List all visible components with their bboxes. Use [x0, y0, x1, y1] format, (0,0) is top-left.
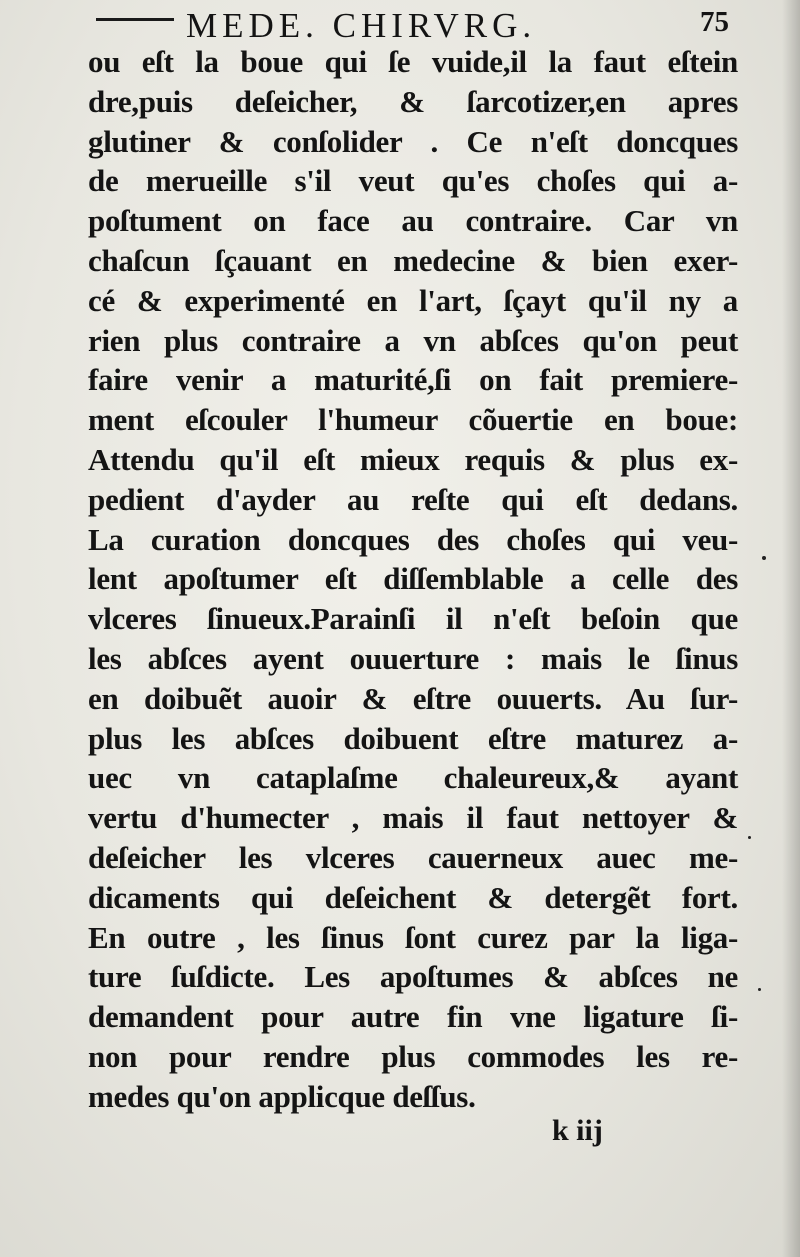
text-line: poſtument on face au contraire. Car vn	[88, 203, 738, 239]
text-line: vlceres ſinueux.Parainſi il n'eſt beſoin que	[88, 601, 738, 637]
text-line: En outre , les ſinus ſont curez par la liga-	[88, 919, 738, 955]
text-line: cé & experimenté en l'art, ſçayt qu'il ny a	[88, 282, 738, 318]
text-line: dicaments qui deſeichent & detergẽt fort.	[88, 879, 738, 915]
text-line: plus les abſces doibuent eſtre maturez a-	[88, 720, 738, 756]
text-line: rien plus contraire a vn abſces qu'on peut	[88, 322, 738, 358]
text-line: les abſces ayent ouuerture : mais le ſinus	[88, 640, 738, 676]
page-edge-shadow	[782, 0, 800, 1257]
text-line: ture ſuſdicte. Les apoſtumes & abſces ne	[88, 959, 738, 995]
page-number: 75	[700, 6, 729, 38]
text-line: deſeicher les vlceres cauerneux auec me-	[88, 839, 738, 875]
text-line: non pour rendre plus commodes les re-	[88, 1038, 738, 1074]
text-line: Attendu qu'il eſt mieux requis & plus ex-	[88, 441, 738, 477]
text-line: faire venir a maturité,ſi on fait premiere-	[88, 362, 738, 398]
text-line: demandent pour autre fin vne ligature ſi-	[88, 999, 738, 1035]
text-line: ment eſcouler l'humeur cõuertie en boue:	[88, 402, 738, 438]
text-line: lent apoſtumer eſt diſſemblable a celle des	[88, 561, 738, 597]
signature-mark: k iij	[552, 1114, 603, 1147]
body-text	[88, 42, 738, 1117]
ink-speck	[762, 556, 766, 560]
text-line: glutiner & conſolider . Ce n'eſt doncques	[88, 123, 738, 159]
text-line: chaſcun ſçauant en medecine & bien exer-	[88, 242, 738, 278]
text-line: La curation doncques des choſes qui veu-	[88, 521, 738, 557]
text-line: de merueille s'il veut qu'es choſes qui a-	[88, 163, 738, 199]
ink-speck	[758, 988, 761, 991]
header-rule	[96, 18, 174, 21]
text-line: en doibuẽt auoir & eſtre ouuerts. Au ſur-	[88, 680, 738, 716]
running-title: MEDE. CHIRVRG.	[186, 6, 537, 45]
text-line: vertu d'humecter , mais il faut nettoyer &	[88, 800, 738, 836]
ink-speck	[748, 836, 751, 839]
text-line: pedient d'ayder au reſte qui eſt dedans.	[88, 481, 738, 517]
text-line: ou eſt la boue qui ſe vuide,il la faut eſtein	[88, 44, 738, 79]
text-line: dre,puis deſeicher, & ſarcotizer,en apres	[88, 83, 738, 119]
text-line: uec vn cataplaſme chaleureux,& ayant	[88, 760, 738, 796]
text-line-last: medes qu'on applicque deſſus.	[88, 1078, 476, 1114]
